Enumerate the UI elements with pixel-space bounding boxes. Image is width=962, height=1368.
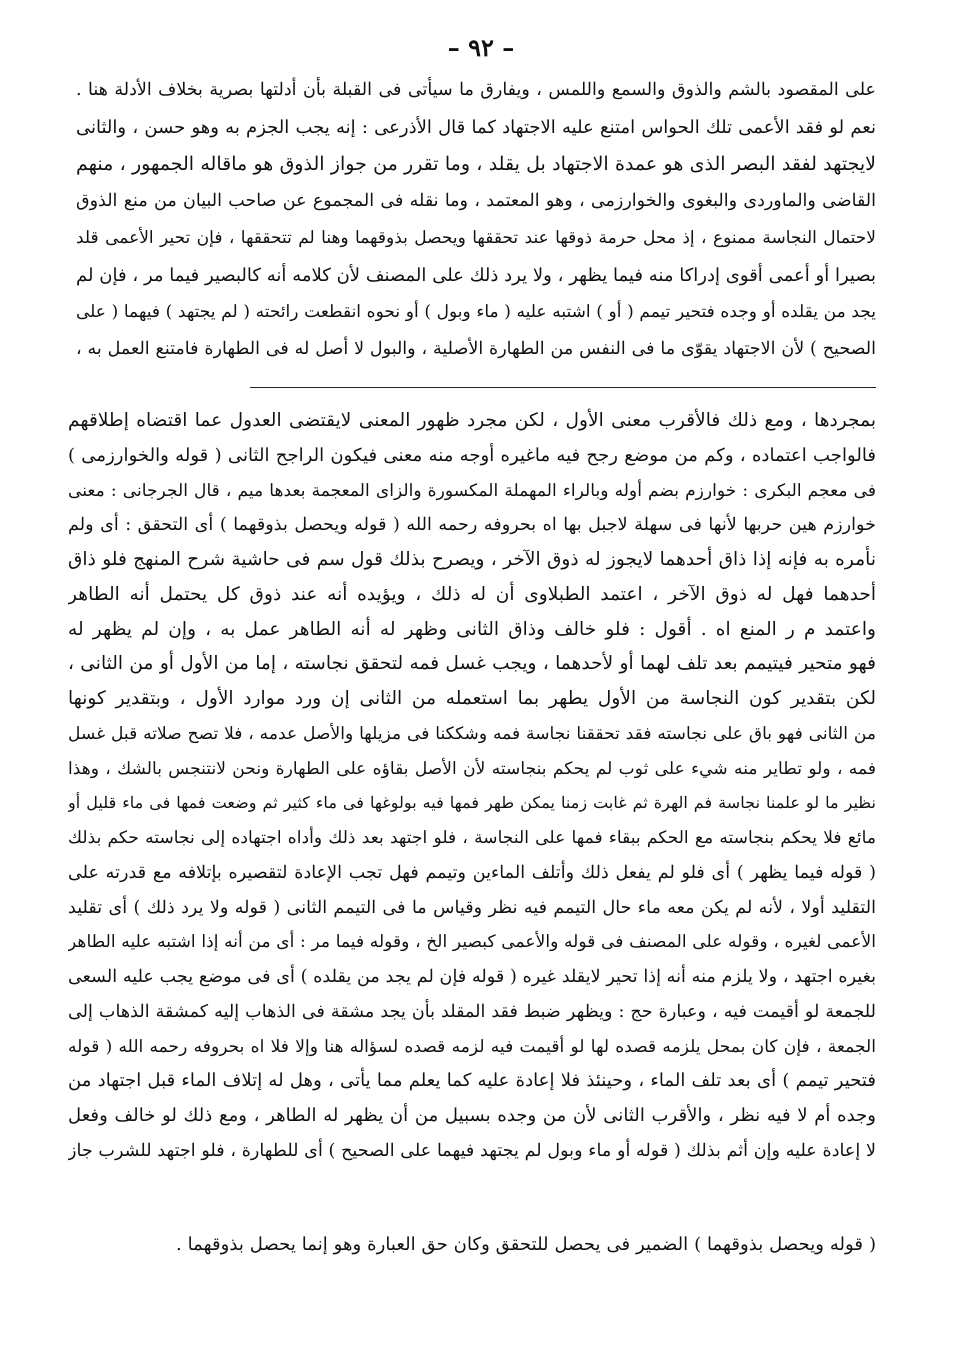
- commentary-line: للجمعة لو أقيمت فيه ، وعبارة حج : ويظهر ضبط فقد المقلد بأن يجد مشقة فى الذهاب إليه كمشقة الذهاب إلى: [68, 1001, 876, 1022]
- main-text-line: لاحتمال النجاسة ممنوع ، إذ محل حرمة ذوقها عند تحققها ويحصل بذوقهما وهنا لم تتحققها ، فإن تحير الأعمى قلد: [76, 228, 876, 248]
- main-text-line: لايجتهد لفقد البصر الذى هو عمدة الاجتهاد بل يقلد ، وما تقرر من جواز الذوق هو ماقاله الجمهور ، منهم: [76, 153, 876, 175]
- commentary-line: فمه ، ولو تطاير منه شيء على ثوب لم يحكم بنجاسته لأن الأصل بقاؤه على الطهارة ونحن لانتنجس بالشك ، وهذا: [68, 758, 876, 779]
- commentary-line: لكن بتقدير كون النجاسة من الأول يطهر بما استعمله من الثانى إن ورد موارد الأول ، وبتقدير كونها: [68, 688, 876, 709]
- main-text-line: يجد من يقلده أو وجده فتحير تيمم ( أو ) اشتبه عليه ( ماء وبول ) أو نحوه انقطعت رائحته ( لم يجتهد ) فيهما ( على: [76, 302, 876, 322]
- commentary-line: بمجردها ، ومع ذلك فالأقرب معنى الأول ، لكن مجرد ظهور المعنى لايقتضى العدول عما اقتضاه إطلاقهم: [68, 410, 876, 431]
- commentary-line: لا إعادة عليه وإن أثم بذلك ( قوله أو ماء وبول لم يجتهد فيهما على الصحيح ) أى للطهارة ، فلو اجتهد للشرب جاز: [68, 1140, 876, 1161]
- main-text-line: نعم لو فقد الأعمى تلك الحواس امتنع عليه الاجتهاد كما قال الأذرعى : إنه يجب الجزم به وهو حسن ، والثانى: [76, 117, 876, 138]
- commentary-line: فهو متحير فيتيمم بعد تلف لهما أو لأحدهما ، ويجب غسل فمه لتحقق نجاسته ، إما من الأول أو من الثانى ،: [68, 653, 876, 675]
- main-text-line: بصيرا أو أعمى أقوى إدراكا منه فيما يظهر ، ولا يرد ذلك على المصنف لأن كلامه أنه كالبصير فيما مر ، فإن لم: [76, 265, 876, 286]
- commentary-text: [68, 404, 876, 1169]
- commentary-line: من الثانى فهو باق على نجاسته فقد تحققنا نجاسة فمه وشككنا فى مزيلها والأصل عدمه ، فلا تصح صلاته قبل غسل: [68, 723, 876, 744]
- commentary-line: بغيره اجتهد ، ولا يلزم منه أنه إذا تحير لايقلد غيره ( قوله فإن لم يجد من يقلده ) أى فى موضع يجب عليه السعى: [68, 967, 876, 987]
- commentary-line: نظير ما لو علمنا نجاسة فم الهرة ثم غابت زمنا يمكن طهر فمها فيه بولوغها فى ماء كثير ثم وضعت فمها فى ماء قليل أو: [68, 793, 876, 813]
- commentary-line: واعتمد م ر المنع اه . أقول : فلو خالف وذاق الثانى وظهر له أنه الطاهر عمل به ، وإن لم يظهر له: [68, 618, 876, 640]
- page-number: – ٩٢ –: [447, 33, 515, 62]
- main-text-line: على المقصود بالشم والذوق والسمع واللمس ، ويفارق ما سيأتى فى القبلة بأن أدلتها بصرية بخلاف الأدلة هنا .: [76, 80, 876, 100]
- commentary-line: فى معجم البكرى : خوارزم بضم أوله وبالراء المهملة المكسورة والزاى المعجمة بعدها ميم ، قال الجرجانى : معنى: [68, 480, 876, 501]
- commentary-line: فالواجب اعتماده ، وكم من موضع رجح فيه ماغيره أوجه منه معنى فيكون الراجح الثانى ( قوله والخوارزمى ): [68, 444, 876, 466]
- main-text-line: الصحيح ) لأن الاجتهاد يقوّى ما فى النفس من الطهارة الأصلية ، والبول لا أصل له فى الطهارة فامتنع العمل به ،: [76, 339, 876, 359]
- commentary-line: مائع فلا يحكم بنجاسته مع الحكم ببقاء فمها على النجاسة ، فلو اجتهد بعد ذلك وأداه اجتهاده إلى نجاسته حكم بذلك: [68, 828, 876, 848]
- commentary-line: خوارزم هين حربها لأنها فى سهلة لاجبل بها اه بحروفه رحمه الله ( قوله ويحصل بذوقهما ) أى التحقق : أى ولم: [68, 515, 876, 536]
- commentary-line: أحدهما فهل له ذوق الآخر ، اعتمد الطبلاوى أن له ذلك ، ويؤيده أنه عند ذوق كل يحتمل أنه الطاهر: [68, 583, 876, 605]
- main-text-line: القاضى والماوردى والبغوى والخوارزمى ، وهو المعتمد ، وما نقله فى المجموع عن صاحب البيان من منع الذوق: [76, 191, 876, 211]
- commentary-line: نأمره به فإنه إذا ذاق أحدهما لايجوز له ذوق الآخر ، ويصرح بذلك قول سم فى حاشية شرح المنهج فلو ذاق: [68, 549, 876, 570]
- footnote-text: [176, 1228, 876, 1262]
- commentary-line: التقليد أولا ، لأنه لم يكن معه ماء حال التيمم فيه نظر وقياس ما فى التيمم الثانى ( قوله ولا يرد ذلك ) أى تقليد: [68, 897, 876, 918]
- commentary-line: الأعمى لغيره ، وقوله على المصنف فى قوله والأعمى كبصير الخ ، وقوله فيما مر : أى من أنه إذا اشتبه عليه الطاهر: [68, 932, 876, 953]
- commentary-line: وجده أم لا فيه نظر ، والأقرب الثانى لأن من وجده بسبيل من أن يظهر له الطاهر ، ومع ذلك لو خالف وفعل: [68, 1105, 876, 1126]
- main-text: [76, 72, 876, 368]
- commentary-line: فتحير تيمم ) أى بعد تلف الماء ، وحينئذ فلا إعادة عليه كما يعلم مما يأتى ، وهل له إتلاف الماء قبل اجتهاد من: [68, 1070, 876, 1092]
- commentary-line: ( قوله فيما يظهر ) أى فلو لم يفعل ذلك وأتلف الماءين وتيمم فهل تجب الإعادة لتقصيره بإتلافه مع قدرته على: [68, 862, 876, 883]
- separator-rule: [250, 387, 876, 388]
- footnote-line: ( قوله ويحصل بذوقهما ) الضمير فى يحصل للتحقق وكان حق العبارة وهو إنما يحصل بذوقهما .: [176, 1234, 876, 1255]
- commentary-line: الجمعة ، فإن كان بمحل يلزمه قصده لها لو أقيمت فيه لزمه قصده لسؤاله هنا وإلا فلا اه بحروفه رحمه الله ( قوله: [68, 1036, 876, 1057]
